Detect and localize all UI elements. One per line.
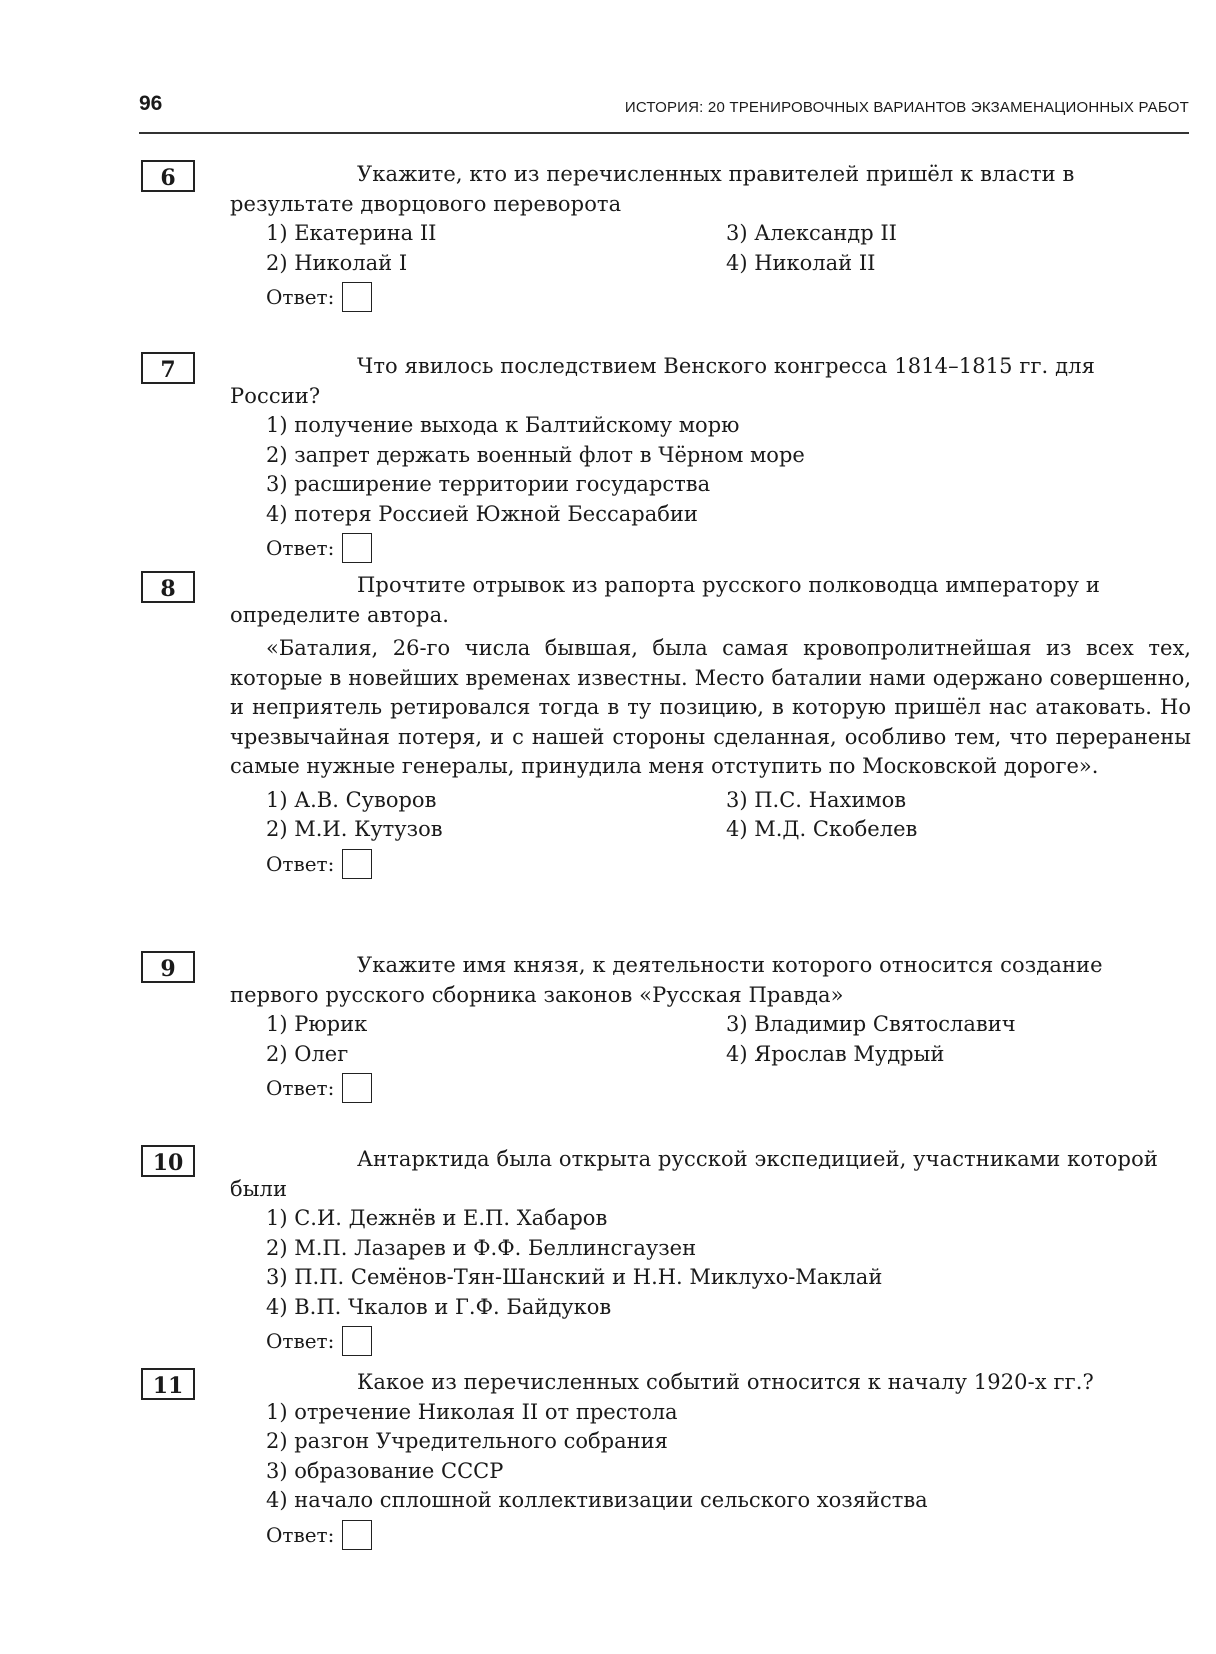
answer-box[interactable] (342, 533, 372, 563)
question-8 (141, 571, 1191, 879)
answer-box[interactable] (342, 1073, 372, 1103)
question-text: Укажите имя князя, к деятельности которого относится создание первого русского сборника законов «Русская Правда» (230, 953, 1103, 1007)
option: 1) Екатерина II (266, 221, 437, 245)
document-quote: «Баталия, 26-го числа бывшая, была самая кровопролитнейшая из всех тех, которые в новейших временах известны. Место баталии нами одержано совершенно, и неприятель ретировался тогда в ту позицию, в которую пришёл нас атаковать. Но чрезвычайная потеря, и с нашей стороны сделанная, особливо тем, что переранены самые нужные генералы, принудила меня отступить по Московской дороге». (230, 636, 1191, 778)
answer-row (266, 533, 1191, 563)
question-11 (141, 1368, 1191, 1550)
options (266, 219, 1191, 278)
answer-row (266, 282, 1191, 312)
answer-box[interactable] (342, 849, 372, 879)
question-text: Прочтите отрывок из рапорта русского полководца императору и определите автора. (230, 573, 1100, 627)
options (266, 1398, 1191, 1516)
option: 3) расширение территории государства (266, 472, 711, 496)
options (266, 1010, 1191, 1069)
option: 3) образование СССР (266, 1458, 504, 1483)
question-text: Укажите, кто из перечисленных правителей пришёл к власти в результате дворцового переворота (230, 162, 1075, 216)
option: 1) получение выхода к Балтийскому морю (266, 413, 740, 437)
options (266, 786, 1191, 845)
answer-label: Ответ: (266, 851, 335, 876)
option: 4) потеря Россией Южной Бессарабии (266, 501, 698, 526)
answer-label: Ответ: (266, 1329, 335, 1353)
answer-label: Ответ: (266, 285, 335, 309)
option: 3) Владимир Святославич (726, 1012, 1016, 1036)
option: 2) Николай I (266, 250, 408, 275)
option: 3) Александр II (726, 221, 897, 245)
option: 1) отречение Николая II от престола (266, 1399, 678, 1424)
question-text: Антарктида была открыта русской экспедицией, участниками которой были (230, 1147, 1158, 1201)
option: 1) Рюрик (266, 1012, 368, 1036)
question-text: Что явилось последствием Венского конгресса 1814–1815 гг. для России? (230, 354, 1095, 408)
option: 3) П.С. Нахимов (726, 787, 907, 812)
running-title: ИСТОРИЯ: 20 ТРЕНИРОВОЧНЫХ ВАРИАНТОВ ЭКЗАМЕНАЦИОННЫХ РАБОТ (624, 99, 1189, 116)
option: 4) М.Д. Скобелев (726, 817, 918, 841)
answer-row (266, 1520, 1191, 1550)
options (266, 411, 1191, 529)
options (266, 1204, 1191, 1322)
question-6 (141, 160, 1191, 312)
option: 4) В.П. Чкалов и Г.Ф. Байдуков (266, 1294, 612, 1319)
option: 2) Олег (266, 1041, 349, 1066)
question-number: 10 (141, 1145, 195, 1177)
question-number: 8 (141, 571, 195, 603)
answer-box[interactable] (342, 1520, 372, 1550)
question-number: 6 (141, 160, 195, 192)
option: 3) П.П. Семёнов-Тян-Шанский и Н.Н. Миклухо-Маклай (266, 1265, 883, 1289)
question-number: 11 (141, 1368, 195, 1400)
question-7 (141, 352, 1191, 563)
page-number: 96 (139, 92, 163, 115)
answer-label: Ответ: (266, 1522, 335, 1547)
question-number: 7 (141, 352, 195, 384)
answer-label: Ответ: (266, 536, 335, 560)
option: 1) А.В. Суворов (266, 787, 437, 812)
answer-box[interactable] (342, 1326, 372, 1356)
option: 1) С.И. Дежнёв и Е.П. Хабаров (266, 1206, 608, 1230)
question-text: Какое из перечисленных событий относится к началу 1920-х гг.? (357, 1370, 1094, 1394)
question-9 (141, 951, 1191, 1103)
option: 2) М.И. Кутузов (266, 817, 443, 841)
answer-row (266, 849, 1191, 879)
option: 4) Николай II (726, 250, 876, 275)
question-10 (141, 1145, 1191, 1356)
option: 2) М.П. Лазарев и Ф.Ф. Беллинсгаузен (266, 1235, 697, 1260)
answer-row (266, 1073, 1191, 1103)
answer-label: Ответ: (266, 1076, 335, 1100)
option: 2) запрет держать военный флот в Чёрном море (266, 442, 805, 467)
answer-box[interactable] (342, 282, 372, 312)
option: 4) начало сплошной коллективизации сельского хозяйства (266, 1488, 928, 1512)
page-header (139, 92, 1189, 134)
answer-row (266, 1326, 1191, 1356)
option: 2) разгон Учредительного собрания (266, 1429, 668, 1453)
question-number: 9 (141, 951, 195, 983)
option: 4) Ярослав Мудрый (726, 1041, 945, 1066)
